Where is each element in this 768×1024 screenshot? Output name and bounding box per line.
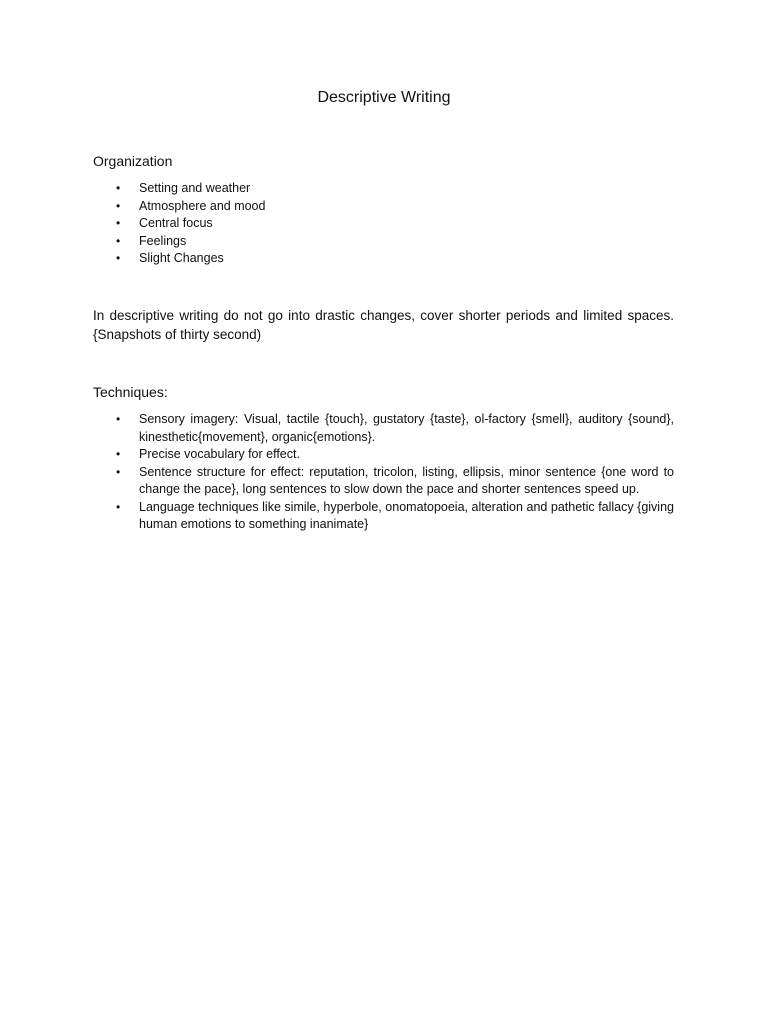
body-paragraph xyxy=(93,306,674,344)
list-item-text: Atmosphere and mood xyxy=(139,198,266,213)
list-item-text: Sentence structure for effect: reputation, tricolon, listing, ellipsis, minor sentence {one word to change the pace}, long sentences to slow down the pace and shorter sentences speed up. xyxy=(139,464,674,496)
bullet-icon: • xyxy=(116,216,121,230)
list-item xyxy=(93,198,674,216)
list-item-text: Slight Changes xyxy=(139,251,224,265)
list-item xyxy=(93,233,674,251)
bullet-icon: • xyxy=(116,447,121,461)
bullet-icon: • xyxy=(116,412,121,426)
bullet-icon: • xyxy=(116,198,121,213)
list-item-text: Feelings xyxy=(139,233,187,248)
techniques-list xyxy=(93,411,674,534)
bullet-icon: • xyxy=(116,233,121,248)
bullet-icon: • xyxy=(116,464,121,479)
list-item-text: Central focus xyxy=(139,216,213,230)
document-title: Descriptive Writing xyxy=(317,89,451,106)
list-item xyxy=(93,250,674,268)
list-item-text: Precise vocabulary for effect. xyxy=(139,447,300,461)
list-item-text: Sensory imagery: Visual, tactile {touch}, gustatory {taste}, ol-factory {smell}, auditory {sound}, kinesthetic{movement}, organic{emotions}. xyxy=(139,412,674,444)
techniques-heading: Techniques: xyxy=(93,384,168,400)
organization-list xyxy=(93,180,674,268)
bullet-icon: • xyxy=(116,181,121,195)
list-item xyxy=(93,180,674,198)
list-item xyxy=(93,446,674,464)
list-item xyxy=(93,215,674,233)
list-item xyxy=(93,499,674,534)
list-item xyxy=(93,411,674,446)
list-item-text: Setting and weather xyxy=(139,181,251,195)
list-item xyxy=(93,464,674,499)
paragraph-text: In descriptive writing do not go into drastic changes, cover shorter periods and limited spaces. {Snapshots of thirty second) xyxy=(93,308,674,342)
list-item-text: Language techniques like simile, hyperbole, onomatopoeia, alteration and pathetic fallacy {giving human emotions to something inanimate} xyxy=(139,499,674,531)
organization-heading: Organization xyxy=(93,153,173,169)
bullet-icon: • xyxy=(116,251,121,265)
bullet-icon: • xyxy=(116,499,121,514)
